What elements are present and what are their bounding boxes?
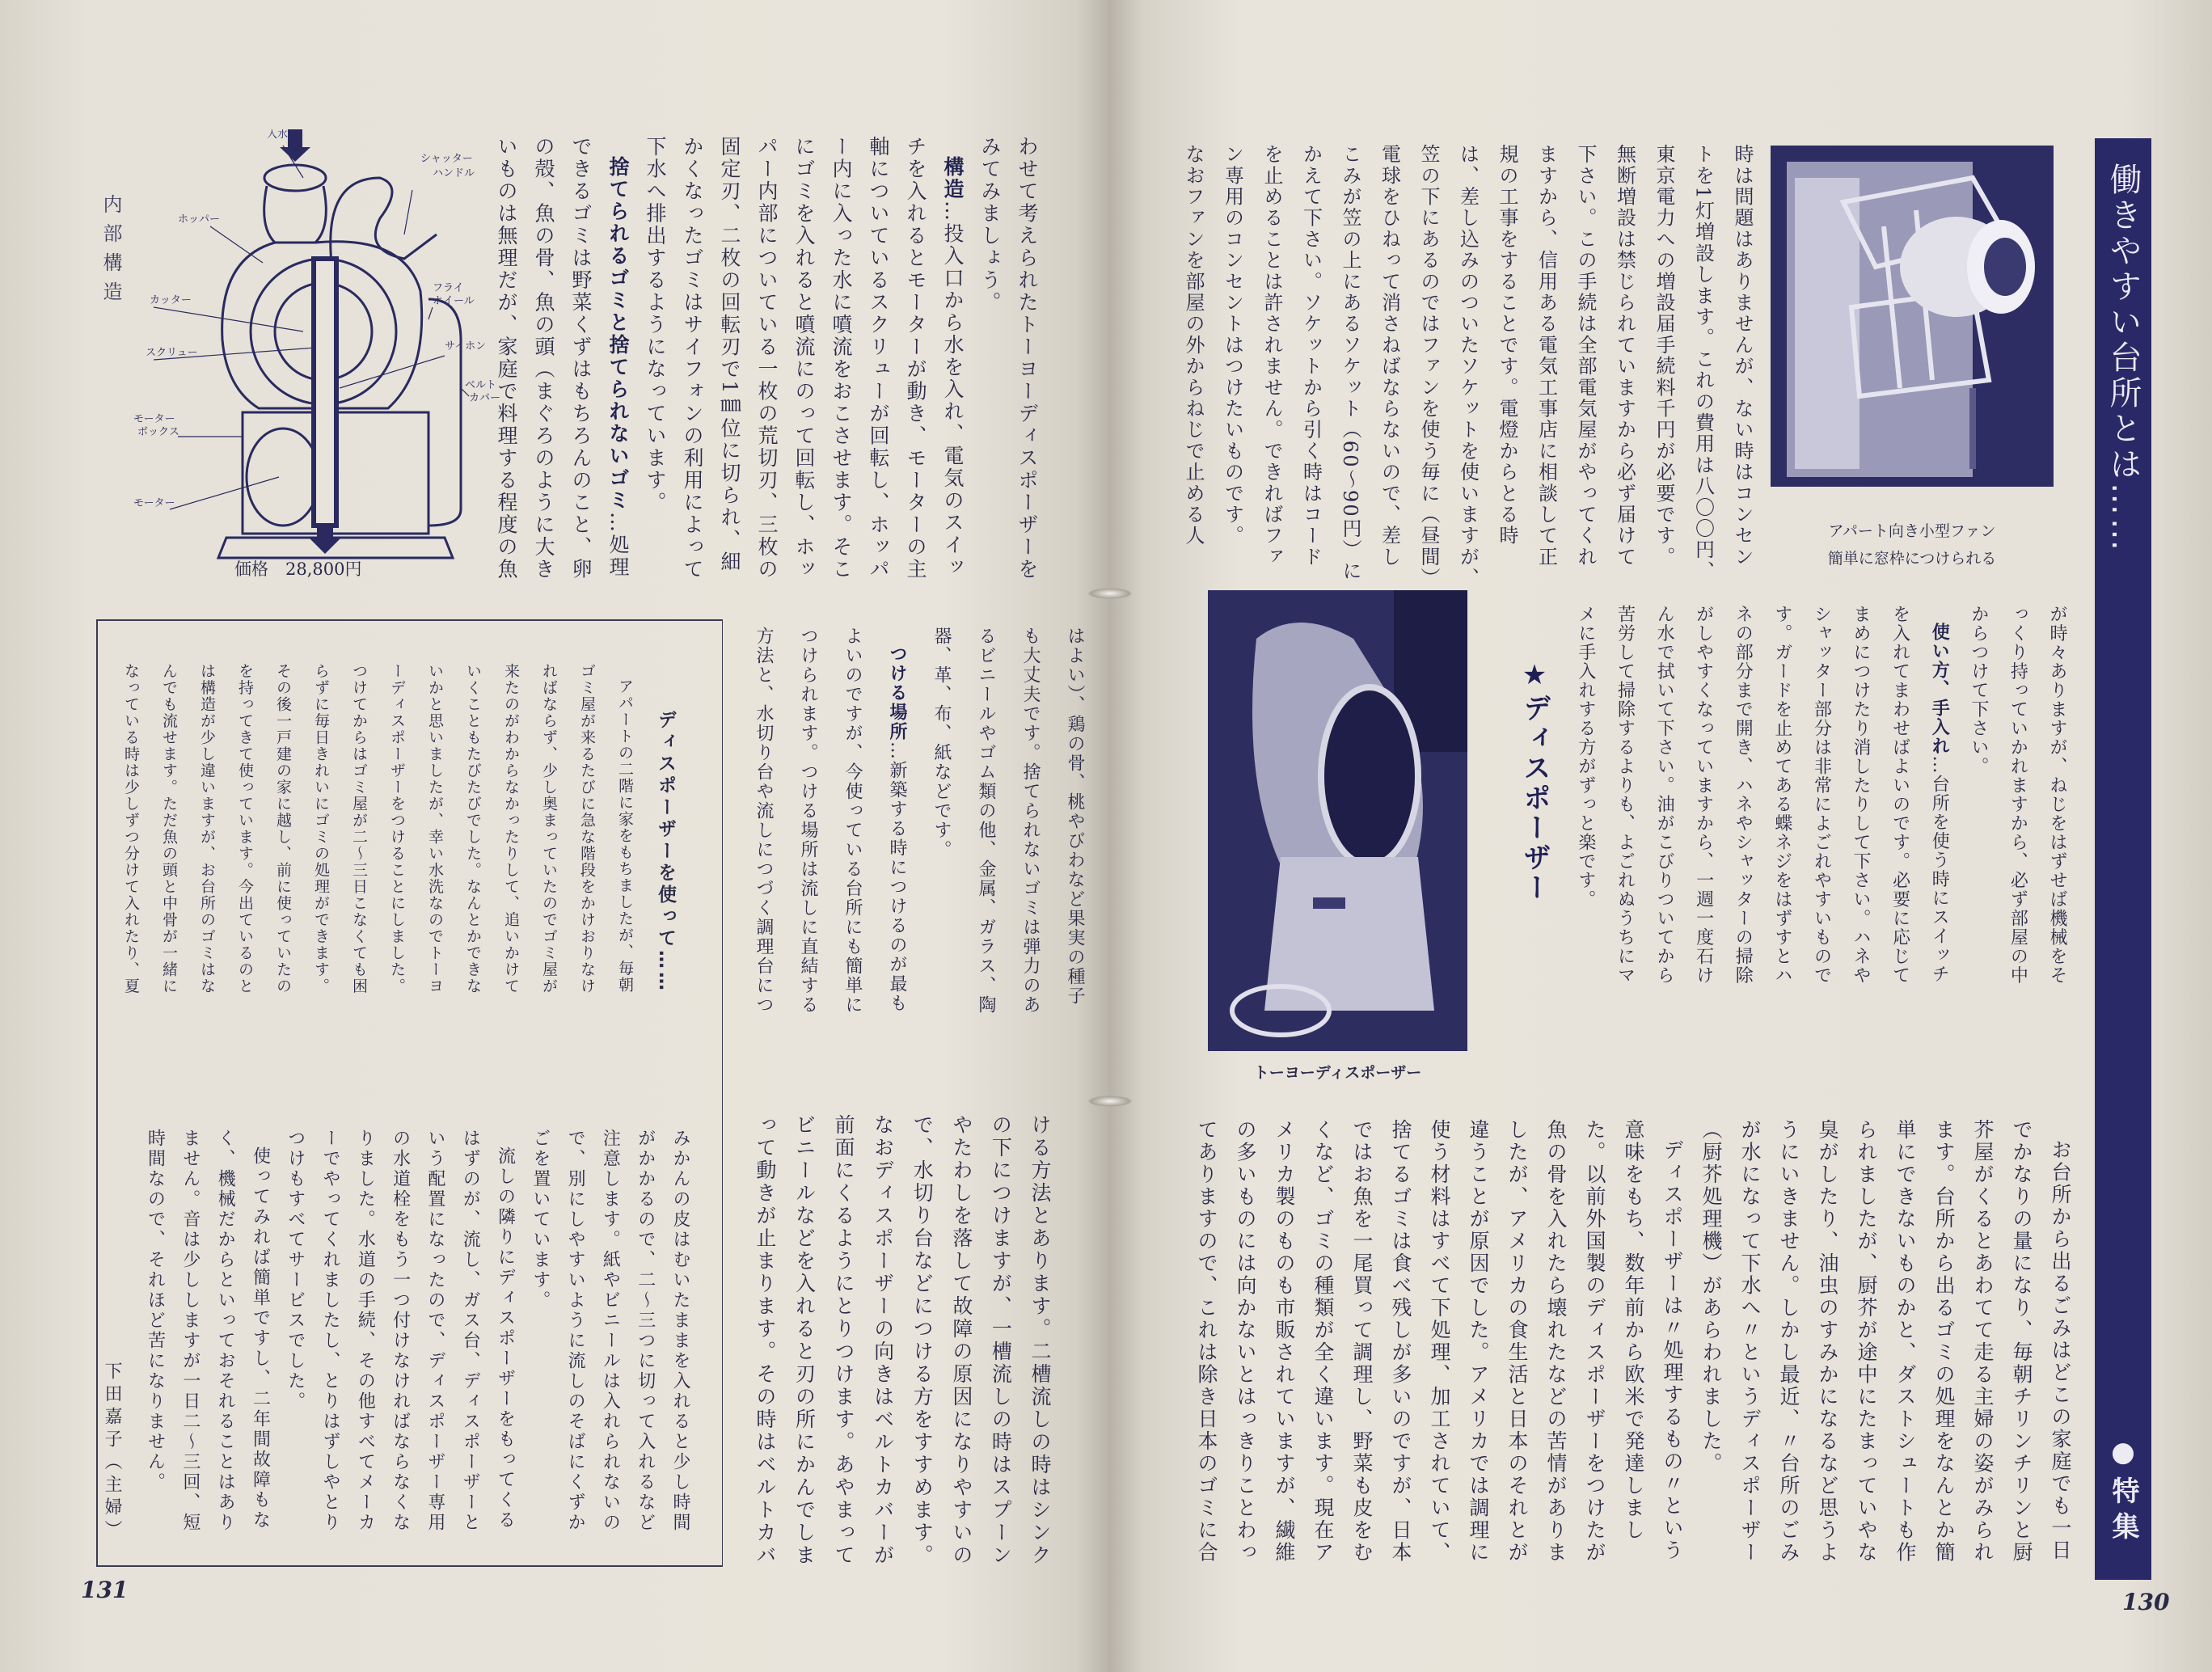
text-column: 芥屋がくるとあわてて走る主婦の姿がみられ <box>1971 1119 1995 1564</box>
text-column: 臭がしたり、油虫のすみかになるなど思うよ <box>1816 1119 1839 1564</box>
label-belt-cover-1: ベルト <box>465 379 497 391</box>
text-column <box>606 663 644 994</box>
text-column: ける方法とあります。二槽流しの時はシンク <box>1028 1114 1052 1567</box>
text-column: 時は問題はありませんが、ない時はコンセン <box>1731 144 1754 568</box>
text-column: ますから、信用ある電気工事店に相談して正 <box>1534 144 1558 568</box>
text-column: 違うことが原因でした。アメリカでは調理に <box>1467 1119 1490 1564</box>
text-run: 流しの隣りにディスポーザーをもってくる <box>495 1146 516 1531</box>
text-column: く、機械だからといっておそれることはあり <box>215 1129 236 1533</box>
text-column: 方法と、水切り台や流しにつづく調理台につ <box>754 627 774 1015</box>
text-column <box>599 136 636 581</box>
text-column: の水道栓をもう一つ付けなければならなくな <box>390 1129 411 1533</box>
label-screw: スクリュー <box>146 347 198 359</box>
bold-subheading: 使い方、手入れ <box>1929 623 1950 756</box>
article-text-left-middle-upper <box>741 627 1097 1015</box>
feature-label: ●特集 <box>2107 1436 2139 1547</box>
text-column: からつけて下さい。 <box>1968 605 1989 776</box>
text-column: ーでやってくれましたし、とりはずしやとり <box>320 1129 341 1533</box>
label-siphon: サイホン <box>445 340 487 353</box>
text-column: 来たのがわからなかったりして、追いかけて <box>502 663 520 994</box>
text-run: お台所から出るごみはどこの家庭でも一日 <box>2049 1139 2072 1562</box>
text-run: …処理 <box>606 512 630 579</box>
text-column <box>934 136 971 581</box>
text-column <box>243 1129 277 1533</box>
text-column: 無断増設は禁じられていますから必ず届けて <box>1613 144 1636 568</box>
text-column: よいのですが、今使っている台所にも簡単に <box>842 627 863 1015</box>
text-column: っくり持っていかれますから、必ず部屋の中 <box>2007 605 2028 985</box>
text-run: …投入口から水を入れ、電気のスイッ <box>941 201 965 579</box>
text-column: ではお魚を一尾買って調理し、野菜も皮をむ <box>1350 1119 1374 1564</box>
text-column: 固定刃、二枚の回転刃で1㎜位に切られ、細 <box>718 136 741 573</box>
label-cutter: カッター <box>150 294 192 306</box>
bold-subheading: つける場所 <box>887 644 907 741</box>
label-shutter-handle-1: シャッター <box>420 153 473 165</box>
text-column: ーディスポーザーをつけることにしました。 <box>388 663 406 994</box>
text-run: 使ってみれば簡単ですし、二年間故障もな <box>250 1146 271 1531</box>
label-hopper: ホッパー <box>178 213 221 226</box>
text-column: こみが笠の上にあるソケット（60〜90円）に <box>1339 144 1361 582</box>
illustration-label: 内部構造 <box>99 194 122 310</box>
label-inlet: 入水口 <box>267 129 299 141</box>
text-column: がかかるので、二〜三つに切って入れるなど <box>635 1129 656 1533</box>
text-column: 意味をもち、数年前から欧米で発達しまし <box>1622 1119 1645 1542</box>
label-flywheel-2: ホイール <box>433 295 475 307</box>
text-column: はよい）、鶏の骨、桃やびわなど果実の種子 <box>1065 627 1085 1006</box>
text-column: ればならず、少し奥まっていたのでゴミ屋が <box>540 663 558 994</box>
caption-line: 簡単に窓枠につけられる <box>1827 550 1997 568</box>
testimonial-title: ディスポーザーを使って…… <box>655 710 676 994</box>
text-column: 単にできないものかと、ダストシュートも作 <box>1893 1119 1917 1564</box>
feature-title: 働きやすい台所とは…… <box>2104 163 2142 554</box>
text-column: みてみましょう。 <box>978 136 1002 314</box>
text-column: つけもすべてサービスでした。 <box>285 1129 306 1412</box>
text-column: てありますので、これは除き日本のゴミに合 <box>1195 1119 1218 1564</box>
text-column: で、水切り台などにつける方をすすめます。 <box>910 1114 935 1567</box>
text-column <box>1919 605 1959 985</box>
text-column: 捨てるゴミは食べ残しが多いのですが、日本 <box>1389 1119 1412 1564</box>
text-column: た。以前外国製のディスポーザーをつけたが <box>1583 1119 1606 1564</box>
text-column: の殻、魚の骨、魚の頭（まぐろのように大き <box>532 136 555 581</box>
text-run: …台所を使う時にスイッチ <box>1929 755 1950 984</box>
text-column: ネの部分まで開き、ハネやシャッターの掃除 <box>1733 605 1754 985</box>
photo-disposer-caption: トーヨーディスポーザー <box>1253 1064 1422 1082</box>
text-column: はずのが、流し、ガス台、ディスポーザーと <box>460 1129 481 1533</box>
text-column: ゴミ屋が来るたびに急な階段をかけおりなけ <box>578 663 596 994</box>
text-column: ン専用のコンセントはつけたいものです。 <box>1221 144 1244 547</box>
text-column: つけられます。つける場所は流しに直結する <box>798 627 818 1015</box>
text-column: ません。音は少ししますが一日二〜三回、短 <box>179 1129 201 1533</box>
text-column: ごを置いています。 <box>530 1129 551 1311</box>
text-column: を止めることは許されません。できればファ <box>1260 144 1283 568</box>
text-run: …新築する時につけるのが最も <box>887 741 907 1013</box>
text-column: が時々ありますが、ねじをはずせば機械をそ <box>2047 605 2067 985</box>
text-column: って動きが止まります。その時はベルトカバ <box>753 1114 777 1567</box>
text-column: その後一戸建の家に越し、前に使っていたの <box>274 663 292 994</box>
text-column: 電球をひねって消さねばならないので、差し <box>1378 144 1401 568</box>
text-column: らずに毎日きれいにゴミの処理ができます。 <box>312 663 330 994</box>
text-column: かくなったゴミはサイフォンの利用によって <box>681 136 704 581</box>
text-column: んでも流せます。ただ魚の頭と中骨が一緒に <box>160 663 178 994</box>
article-text-left-top <box>488 136 1045 581</box>
text-column: 魚の骨を入れたら壊れたなどの苦情がありま <box>1544 1119 1568 1564</box>
text-run: アパートの二階に家をもちましたが、毎朝 <box>616 678 634 994</box>
text-column: メリカ製のものも市販されていますが、繊維 <box>1273 1119 1296 1564</box>
article-text-right-bottom <box>1187 1119 2079 1564</box>
text-column: がしやすくなっていますから、一週一度石け <box>1693 605 1714 985</box>
text-column: やたわしを落して故障の原因になりやすいの <box>949 1114 973 1567</box>
text-column: でかなりの量になり、毎朝チリンチリンと厨 <box>2010 1119 2033 1564</box>
page-number-right: 130 <box>2122 1589 2170 1615</box>
text-column: を持ってきて使っています。今出ているのと <box>236 663 254 994</box>
text-column: トを1灯増設します。これの費用は八〇〇円、 <box>1691 144 1715 582</box>
text-column: りました。水道の手続、その他すべてメーカ <box>355 1129 376 1533</box>
text-column: 規の工事をすることです。電燈からとる時 <box>1496 144 1518 547</box>
text-column: ビニールなどを入れると刃の所にかんでしま <box>792 1114 817 1567</box>
text-column: られましたが、厨芥が途中にたまっていやな <box>1855 1119 1878 1564</box>
testimonial-author: 下田嘉子（主婦） <box>102 1362 122 1543</box>
text-column: くなど、ゴミの種類が全く違います。現在ア <box>1311 1119 1335 1564</box>
text-column: は、差し込みのついたソケットを使いますが、 <box>1456 144 1480 589</box>
caption-line: アパート向き小型ファン <box>1828 522 1996 540</box>
text-column: るビニールやゴム類の他、金属、ガラス、陶 <box>976 627 996 1015</box>
text-column: チを入れるとモーターが動き、モーターの主 <box>904 136 927 581</box>
text-column <box>488 1129 522 1533</box>
text-column: 苦労して掃除するよりも、よごれぬうちにマ <box>1615 605 1636 985</box>
article-text-right-top <box>1174 144 1762 589</box>
disposer-cutaway-illustration <box>121 129 509 566</box>
text-column <box>1653 1119 1691 1564</box>
text-column: うにいきません。しかし最近、〃台所のごみ <box>1777 1119 1800 1564</box>
text-column: シャッター部分は非常によごれやすいもので <box>1811 605 1832 985</box>
text-column: 軸についているスクリューが回転し、ホッパ <box>867 136 890 581</box>
text-column: みかんの皮はむいたままを入れると少し時間 <box>670 1129 690 1533</box>
testimonial-text-lower <box>137 1129 698 1533</box>
text-column <box>2041 1119 2079 1564</box>
text-column <box>875 627 919 1015</box>
label-motor-box-1: モーター <box>133 413 175 425</box>
label-belt-cover-2: カバー <box>469 392 501 404</box>
page-number-left: 131 <box>81 1577 129 1603</box>
text-column: 笠の下にあるのではファンを使う毎に（昼間） <box>1417 144 1440 589</box>
text-column: ん水で拭いて下さい。油がこびりついてから <box>1654 605 1675 985</box>
text-column: の下につけますが、一槽流しの時はスプーン <box>989 1114 1013 1567</box>
text-column: つけてからはゴミ屋が二〜三日こなくても困 <box>350 663 368 994</box>
text-column: 注意します。紙やビニールは入れられないの <box>600 1129 621 1533</box>
text-run: ディスポーザーは〃処理するもの〃という <box>1661 1139 1684 1562</box>
text-column: いものは無理だが、家庭で料理する程度の魚 <box>495 136 518 581</box>
article-text-right-middle <box>1565 605 2076 985</box>
text-column: したが、アメリカの食生活と日本のそれとが <box>1505 1119 1529 1564</box>
label-shutter-handle-2: ハンドル <box>433 167 475 179</box>
photo-fan-caption <box>1771 517 2054 572</box>
text-column: いくこともたびたびでした。なんとかできな <box>464 663 482 994</box>
text-column: 下さい。この手続は全部電気屋がやってくれ <box>1574 144 1597 568</box>
text-column: なおファンを部屋の外からねじで止める人 <box>1182 144 1205 547</box>
price-caption: 価格 28,800円 <box>234 559 362 579</box>
text-column: かえて下さい。ソケットから引く時はコード <box>1299 144 1323 568</box>
staple-top <box>1087 588 1133 599</box>
text-column: わせて考えられたトーヨーディスポーザーを <box>1015 136 1039 581</box>
text-column: 前面にくるようにとりつけます。あやまって <box>832 1114 856 1567</box>
text-column: ー内に入った水に噴流をおこさせます。そこ <box>830 136 853 581</box>
text-column: ます。台所から出るゴミの処理をなんとか簡 <box>1932 1119 1956 1564</box>
testimonial-text-upper <box>112 663 644 994</box>
section-heading-disposer: ★ディスポーザー <box>1518 659 1551 903</box>
text-column: す。ガードを止めてある蝶ネジをはずすとハ <box>1771 605 1792 985</box>
photo-disposer-unit <box>1208 590 1467 1051</box>
text-column: なおディスポーザーの向きはベルトカバーが <box>871 1114 895 1567</box>
label-flywheel-1: フライ <box>433 282 464 294</box>
feature-title-band <box>2095 138 2151 1580</box>
text-column: いう配置になったので、ディスポーザー専用 <box>424 1129 445 1533</box>
label-motor-box-2: ボックス <box>137 426 179 438</box>
article-text-left-middle-lower <box>745 1114 1059 1567</box>
text-column: 器、革、布、紙などです。 <box>931 627 952 859</box>
bold-subheading: 捨てられるゴミと捨てられないゴミ <box>606 156 630 512</box>
text-column: まめにつけたり消したりして下さい。ハネや <box>1851 605 1872 985</box>
text-column: は構造が少し違いますが、お台所のゴミはな <box>198 663 216 994</box>
photo-window-fan <box>1771 146 2054 487</box>
text-column: （厨芥処理機）があらわれました。 <box>1699 1119 1723 1475</box>
text-column: なっている時は少しずつ分けて入れたり、夏 <box>122 663 140 994</box>
text-column: を入れてまわせばよいのです。必要に応じて <box>1889 605 1910 985</box>
label-motor: モーター <box>133 497 175 509</box>
text-column: メに手入れする方がずっと楽です。 <box>1575 605 1596 909</box>
text-column: も大丈夫です。捨てられないゴミは弾力のあ <box>1020 627 1041 1015</box>
bold-subheading: 構造 <box>941 156 965 201</box>
staple-bottom <box>1087 1096 1133 1107</box>
text-column: の多いものには向かないとはっきりことわっ <box>1234 1119 1257 1564</box>
text-column: で、別にしやすいように流しのそばにくずか <box>565 1129 586 1533</box>
text-column: が水になって下水へ〃というディスポーザー <box>1738 1119 1762 1564</box>
text-column: パー内部についている一枚の荒切刃、三枚の <box>755 136 779 581</box>
text-column: 東京電力への増設届手続料千円が必要です。 <box>1653 144 1675 568</box>
text-column: にゴミを入れると噴流にのって回転し、ホッ <box>792 136 816 581</box>
text-column: 時間なので、それほど苦になりません。 <box>145 1129 166 1493</box>
text-column: 下水へ排出するようになっています。 <box>644 136 667 514</box>
text-column: できるゴミは野菜くずはもちろんのこと、卵 <box>569 136 593 581</box>
text-column: いかと思いましたが、幸い水洗なのでトーヨ <box>426 663 444 994</box>
text-column: 使う材料はすべて下処理、加工されていて、 <box>1428 1119 1451 1564</box>
